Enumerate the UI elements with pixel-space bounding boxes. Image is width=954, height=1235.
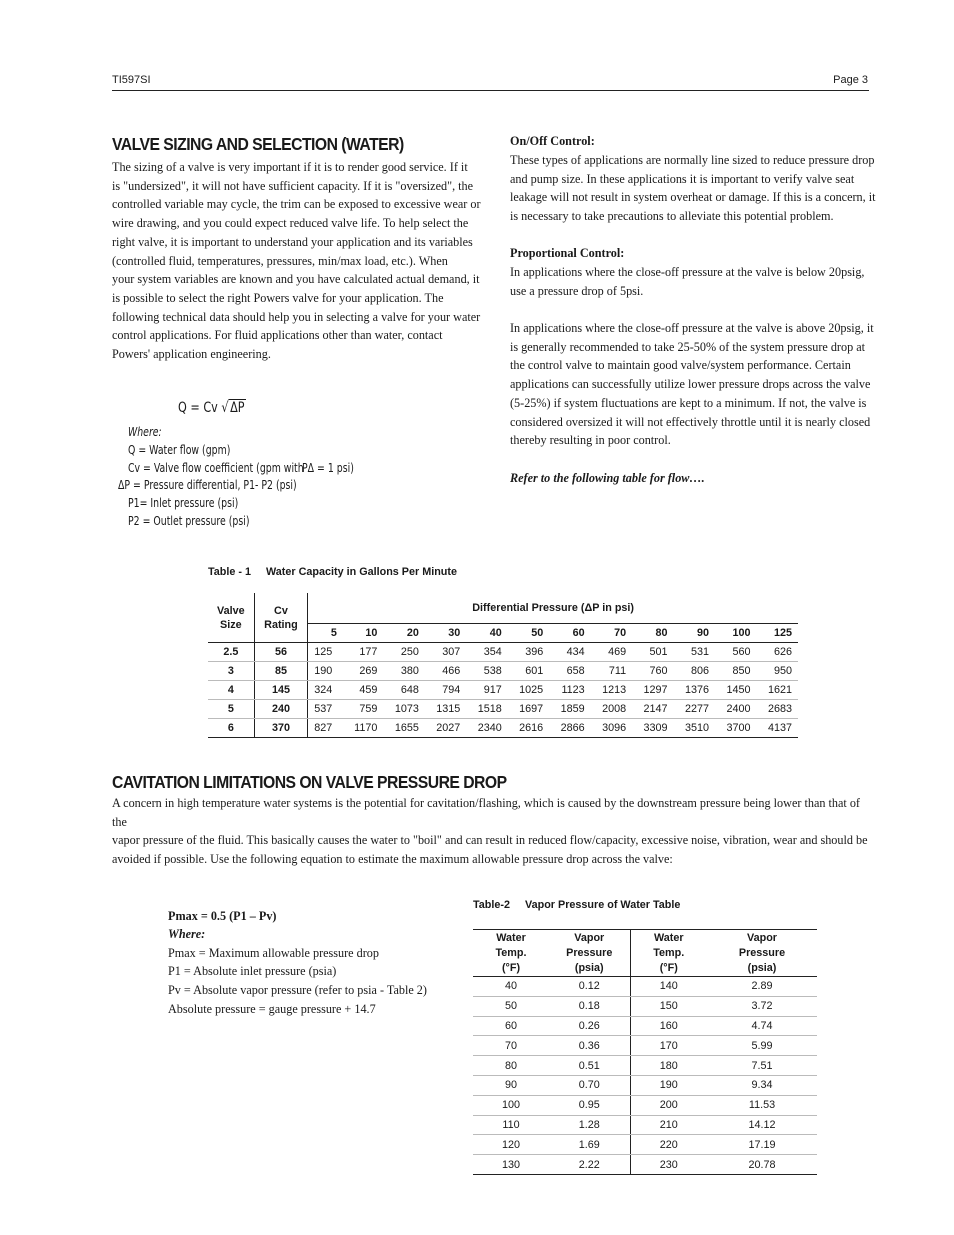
section-title-cavitation: CAVITATION LIMITATIONS ON VALVE PRESSURE DROP bbox=[112, 772, 507, 792]
table1-row bbox=[208, 643, 798, 662]
table1-cell-flow: 269 bbox=[343, 662, 384, 681]
table1-pressure-head: 50 bbox=[508, 624, 549, 643]
table1-cell-flow: 601 bbox=[508, 662, 549, 681]
table1-cell-flow: 2866 bbox=[549, 719, 590, 738]
table1-cell-flow: 1025 bbox=[508, 681, 549, 700]
table2-cell-pressure: 3.72 bbox=[707, 996, 817, 1016]
table1-cell-flow: 531 bbox=[674, 643, 715, 662]
table2-cell-pressure: 4.74 bbox=[707, 1016, 817, 1036]
table1-row bbox=[208, 700, 798, 719]
table2-cell-temp: 190 bbox=[630, 1075, 707, 1095]
table2-row bbox=[473, 1056, 817, 1076]
table1-pressure-head: 5 bbox=[308, 624, 343, 643]
table1-cell-flow: 1213 bbox=[591, 681, 632, 700]
table2-caption: Table-2 Vapor Pressure of Water Table bbox=[473, 899, 681, 911]
table1-head-valve-size: Valve Size bbox=[208, 593, 254, 643]
table1-cell-flow: 1518 bbox=[466, 700, 507, 719]
formula-dp-def: ΔP = Pressure differential, P1- P2 (psi) bbox=[118, 478, 297, 492]
table2-cell-pressure: 1.28 bbox=[549, 1115, 630, 1135]
table1-cell-flow: 2400 bbox=[715, 700, 756, 719]
table2-cell-temp: 220 bbox=[630, 1135, 707, 1155]
table1-cell-flow: 950 bbox=[756, 662, 798, 681]
table2-row bbox=[473, 1016, 817, 1036]
table1-cell-cv: 370 bbox=[254, 719, 308, 738]
cavitation-paragraph: A concern in high temperature water systems is the potential for cavitation/flashing, which is caused by the downstream pressure being lower than that of the vapor pressure of the fluid. This basically causes the water to "boil" and can result in reduced flow/capacity, excessive noise, vibration, wear and should be avoided if possible. Use the following equation to estimate the maximum allowable pressure drop across the valve: bbox=[112, 796, 868, 867]
table1-cell-flow: 759 bbox=[343, 700, 384, 719]
table2-cell-temp: 150 bbox=[630, 996, 707, 1016]
table1-cell-flow: 380 bbox=[383, 662, 424, 681]
absolute-pressure-def: Absolute pressure = gauge pressure + 14.7 bbox=[168, 1002, 376, 1016]
table1-cell-flow: 307 bbox=[425, 643, 466, 662]
table1-cell-flow: 324 bbox=[308, 681, 343, 700]
table2-cell-pressure: 2.89 bbox=[707, 977, 817, 997]
table2-cell-pressure: 0.70 bbox=[549, 1075, 630, 1095]
table1-head-differential-pressure: Differential Pressure (ΔP in psi) bbox=[472, 602, 635, 614]
pv-absolute-def: Pv = Absolute vapor pressure (refer to psia - Table 2) bbox=[168, 983, 427, 997]
table1-cell-flow: 1123 bbox=[549, 681, 590, 700]
table1-cell-flow: 760 bbox=[632, 662, 673, 681]
table1-cell-size: 6 bbox=[208, 719, 254, 738]
table2-head-pressure-1: Vapor Pressure (psia) bbox=[549, 930, 630, 977]
table1-head-cv-rating: Cv Rating bbox=[254, 593, 308, 643]
table2-cell-temp: 40 bbox=[473, 977, 549, 997]
table2-row bbox=[473, 1135, 817, 1155]
proportional-paragraph-1: In applications where the close-off pressure at the valve is below 20psig, use a pressure drop of 5psi. bbox=[510, 265, 865, 298]
table2-cell-temp: 50 bbox=[473, 996, 549, 1016]
table2-cell-temp: 140 bbox=[630, 977, 707, 997]
table1-cell-flow: 1170 bbox=[343, 719, 384, 738]
table2-cell-temp: 210 bbox=[630, 1115, 707, 1135]
table1-cell-flow: 1315 bbox=[425, 700, 466, 719]
table1-row bbox=[208, 719, 798, 738]
table1-pressure-head: 90 bbox=[674, 624, 715, 643]
table2-cell-pressure: 20.78 bbox=[748, 1158, 776, 1171]
table1-cell-flow: 3096 bbox=[591, 719, 632, 738]
table2-row bbox=[473, 1155, 817, 1175]
table1-cell-size: 2.5 bbox=[208, 643, 254, 662]
onoff-control-title: On/Off Control: bbox=[510, 134, 595, 148]
formula-p1-def: P1= Inlet pressure (psi) bbox=[128, 496, 239, 510]
table2-head-temp-1: Water Temp. (°F) bbox=[473, 930, 549, 977]
table1-pressure-head: 70 bbox=[591, 624, 632, 643]
formula-p2-def: P2 = Outlet pressure (psi) bbox=[128, 514, 250, 528]
table1-cell-cv: 240 bbox=[254, 700, 308, 719]
formula-where: Where: bbox=[128, 425, 162, 439]
table1-cell-flow: 2683 bbox=[756, 700, 798, 719]
table1-pressure-head: 60 bbox=[549, 624, 590, 643]
table1-cell-flow: 1450 bbox=[715, 681, 756, 700]
water-capacity-table bbox=[208, 593, 798, 738]
table2-cell-pressure: 9.34 bbox=[707, 1075, 817, 1095]
table1-header-row bbox=[208, 593, 798, 624]
table1-cell-flow: 466 bbox=[425, 662, 466, 681]
table2-head-pressure-2: Vapor Pressure (psia) bbox=[707, 930, 817, 977]
table2-cell-pressure: 17.19 bbox=[707, 1135, 817, 1155]
table2-cell-temp: 130 bbox=[501, 1158, 520, 1171]
table1-pressure-head: 125 bbox=[756, 624, 798, 643]
table1-cell-flow: 4137 bbox=[756, 719, 798, 738]
onoff-control-paragraph: These types of applications are normally line sized to reduce pressure drop and pump size. In these applications it is important to verify valve seat leakage will not result in system overheat or damage. If this is a concern, it is necessary to take precautions to alleviate this potential problem. bbox=[510, 153, 876, 224]
table1-cell-flow: 648 bbox=[383, 681, 424, 700]
table1-cell-flow: 2616 bbox=[508, 719, 549, 738]
table1-cell-flow: 626 bbox=[756, 643, 798, 662]
pmax-equation: Pmax = 0.5 (P1 – Pv) bbox=[168, 909, 277, 923]
table2-cell-pressure: 7.51 bbox=[707, 1056, 817, 1076]
table2-row bbox=[473, 996, 817, 1016]
table1-cell-flow: 354 bbox=[466, 643, 507, 662]
proportional-control-title: Proportional Control: bbox=[510, 246, 625, 260]
table1-pressure-head: 80 bbox=[632, 624, 673, 643]
table1-cell-flow: 177 bbox=[343, 643, 384, 662]
table1-cell-flow: 2008 bbox=[591, 700, 632, 719]
table2-cell-temp: 160 bbox=[630, 1016, 707, 1036]
refer-to-table-note: Refer to the following table for flow…. bbox=[510, 471, 705, 485]
table1-pressure-head: 10 bbox=[343, 624, 384, 643]
formula-cv-condition: PΔ = 1 psi) bbox=[302, 461, 354, 475]
table1-cell-flow: 806 bbox=[674, 662, 715, 681]
square-root-symbol: √ bbox=[221, 400, 229, 416]
table2-cell-pressure: 11.53 bbox=[707, 1095, 817, 1115]
flow-equation-radicand: ΔP bbox=[230, 400, 245, 416]
pmax-def: Pmax = Maximum allowable pressure drop bbox=[168, 946, 379, 960]
table2-cell-temp: 230 bbox=[659, 1158, 678, 1171]
table1-cell-flow: 1655 bbox=[383, 719, 424, 738]
table1-cell-flow: 560 bbox=[715, 643, 756, 662]
vapor-pressure-table bbox=[473, 929, 817, 1175]
table2-cell-temp: 170 bbox=[630, 1036, 707, 1056]
table1-cell-flow: 1073 bbox=[383, 700, 424, 719]
table1-cell-flow: 850 bbox=[715, 662, 756, 681]
table2-cell-pressure: 0.95 bbox=[549, 1095, 630, 1115]
table2-cell-pressure: 14.12 bbox=[707, 1115, 817, 1135]
table2-row bbox=[473, 1075, 817, 1095]
table1-cell-cv: 85 bbox=[254, 662, 308, 681]
table2-head-temp-2: Water Temp. (°F) bbox=[630, 930, 707, 977]
table2-cell-pressure: 0.12 bbox=[549, 977, 630, 997]
table1-pressure-head: 100 bbox=[715, 624, 756, 643]
page-number: Page 3 bbox=[833, 74, 868, 86]
table1-caption: Table - 1 Water Capacity in Gallons Per Minute bbox=[208, 566, 457, 578]
table1-cell-flow: 917 bbox=[466, 681, 507, 700]
flow-equation bbox=[178, 400, 246, 416]
section-title-valve-sizing: VALVE SIZING AND SELECTION (WATER) bbox=[112, 134, 404, 154]
table1-cell-flow: 3510 bbox=[674, 719, 715, 738]
table1-cell-flow: 2027 bbox=[425, 719, 466, 738]
table1-cell-cv: 56 bbox=[254, 643, 308, 662]
table1-cell-flow: 250 bbox=[383, 643, 424, 662]
table2-cell-temp: 90 bbox=[473, 1075, 549, 1095]
table1-cell-flow: 2147 bbox=[632, 700, 673, 719]
table1-row bbox=[208, 681, 798, 700]
table1-pressure-head: 30 bbox=[425, 624, 466, 643]
table1-cell-flow: 469 bbox=[591, 643, 632, 662]
table2-cell-pressure: 0.36 bbox=[549, 1036, 630, 1056]
table1-cell-cv: 145 bbox=[254, 681, 308, 700]
table2-cell-temp: 60 bbox=[473, 1016, 549, 1036]
table1-cell-flow: 1376 bbox=[674, 681, 715, 700]
table1-cell-flow: 190 bbox=[308, 662, 343, 681]
formula-cv-def: Cv = Valve flow coefficient (gpm with bbox=[128, 461, 304, 475]
table2-row bbox=[473, 1036, 817, 1056]
table2-cell-pressure: 1.69 bbox=[549, 1135, 630, 1155]
table1-cell-flow: 711 bbox=[591, 662, 632, 681]
table1-cell-flow: 538 bbox=[466, 662, 507, 681]
table1-cell-flow: 125 bbox=[308, 643, 343, 662]
table1-cell-size: 3 bbox=[208, 662, 254, 681]
table1-cell-flow: 1697 bbox=[508, 700, 549, 719]
table2-header-row bbox=[473, 930, 817, 977]
table1-cell-flow: 1297 bbox=[632, 681, 673, 700]
table1-row bbox=[208, 662, 798, 681]
table2-cell-temp: 80 bbox=[473, 1056, 549, 1076]
table1-cell-flow: 434 bbox=[549, 643, 590, 662]
table1-cell-size: 5 bbox=[208, 700, 254, 719]
table2-row bbox=[473, 977, 817, 997]
table1-cell-flow: 396 bbox=[508, 643, 549, 662]
header-rule bbox=[112, 90, 869, 91]
table1-cell-flow: 827 bbox=[308, 719, 343, 738]
table1-pressure-head: 40 bbox=[466, 624, 507, 643]
table2-cell-pressure: 2.22 bbox=[549, 1155, 630, 1175]
table2-cell-temp: 110 bbox=[473, 1115, 549, 1135]
table1-cell-flow: 501 bbox=[632, 643, 673, 662]
doc-id: TI597SI bbox=[112, 74, 151, 86]
formula-q-def: Q = Water flow (gpm) bbox=[128, 443, 231, 457]
table1-cell-flow: 658 bbox=[549, 662, 590, 681]
valve-sizing-paragraph: The sizing of a valve is very important if it is to render good service. If it is "undersized", it will not have sufficient capacity. If it is "oversized", the controlled variable may cycle, the trim can be exposed to excessive wear or wire drawing, and you could expect reduced valve life. To help select the right valve, it is important to understand your application and its variables (controlled fluid, temperatures, pressures, min/max load, etc.). When your system variables are known and you have calculated actual demand, it is possible to select the right Powers valve for your application. The following technical data should help you in selecting a valve for your water control applications. For fluid applications other than water, contact Powers' application engineering. bbox=[112, 160, 481, 362]
table1-cell-size: 4 bbox=[208, 681, 254, 700]
table1-cell-flow: 2277 bbox=[674, 700, 715, 719]
table1-cell-flow: 3309 bbox=[632, 719, 673, 738]
table2-cell-pressure: 0.18 bbox=[549, 996, 630, 1016]
table1-cell-flow: 3700 bbox=[715, 719, 756, 738]
table2-cell-pressure: 0.26 bbox=[549, 1016, 630, 1036]
table2-cell-temp: 200 bbox=[630, 1095, 707, 1115]
table2-cell-temp: 70 bbox=[473, 1036, 549, 1056]
table2-cell-temp: 180 bbox=[630, 1056, 707, 1076]
table2-row bbox=[473, 1115, 817, 1135]
proportional-paragraph-2: In applications where the close-off pressure at the valve is above 20psig, it is generally recommended to take 25-50% of the system pressure drop at the control valve to maintain good valve/system performance. Certain applications can successfully utilize lower pressure drops across the valve (5-25%) if system fluctuations are kept to a minimum. If not, the valve is considered oversized it will not effectively throttle until it is nearly closed thereby resulting in poor control. bbox=[510, 321, 874, 448]
table1-cell-flow: 794 bbox=[425, 681, 466, 700]
p1-absolute-def: P1 = Absolute inlet pressure (psia) bbox=[168, 964, 337, 978]
table1-cell-flow: 1859 bbox=[549, 700, 590, 719]
table1-cell-flow: 1621 bbox=[756, 681, 798, 700]
pmax-where: Where: bbox=[168, 927, 206, 941]
flow-equation-lhs: Q = Cv bbox=[178, 400, 222, 416]
table2-row bbox=[473, 1095, 817, 1115]
table2-cell-temp: 120 bbox=[473, 1135, 549, 1155]
table2-cell-temp: 100 bbox=[473, 1095, 549, 1115]
table2-cell-pressure: 0.51 bbox=[549, 1056, 630, 1076]
table1-cell-flow: 537 bbox=[308, 700, 343, 719]
table1-cell-flow: 459 bbox=[343, 681, 384, 700]
table2-cell-pressure: 5.99 bbox=[707, 1036, 817, 1056]
table1-cell-flow: 2340 bbox=[466, 719, 507, 738]
table1-pressure-head: 20 bbox=[383, 624, 424, 643]
